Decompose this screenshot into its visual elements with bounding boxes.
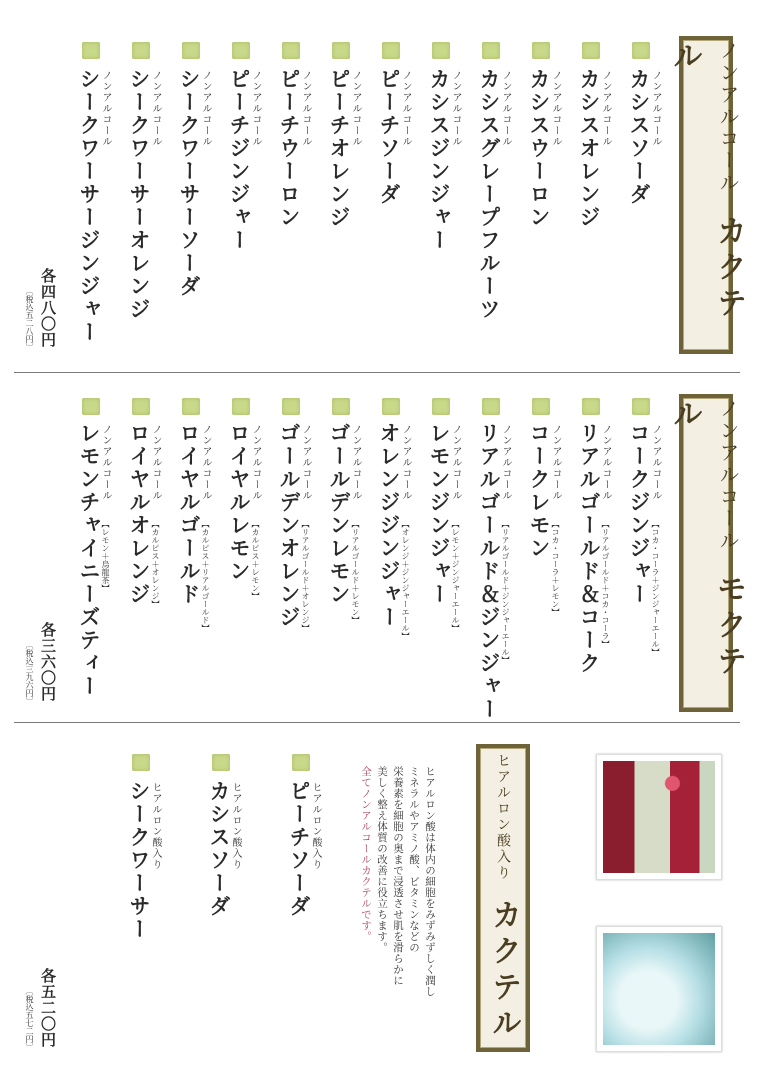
- item-ingredients: 【リアルゴールド＋オレンジ】: [301, 520, 310, 632]
- item-marker: [182, 42, 200, 59]
- item-marker: [632, 42, 650, 59]
- item-marker: [82, 42, 100, 59]
- item-sub-label: ノンアルコール: [150, 70, 161, 147]
- item-sub-label: ノンアルコール: [600, 424, 611, 501]
- item-sub-label: ノンアルコール: [100, 70, 111, 147]
- item-marker: [332, 42, 350, 59]
- item-name: ゴールデンレモン: [327, 422, 352, 606]
- item-marker: [132, 398, 150, 415]
- item-ingredients: 【コカ・コーラ＋ジンジャーエール】: [651, 520, 660, 656]
- item-marker: [382, 42, 400, 59]
- hyaluron-title-large: カクテル: [486, 898, 521, 1043]
- item-marker: [232, 42, 250, 59]
- mokuteru-title-small: ノンアルコール: [716, 398, 740, 552]
- hyaluron-note: [358, 766, 438, 1006]
- item-marker: [382, 398, 400, 415]
- kakuteru-price: 各四八〇円: [39, 268, 57, 348]
- item-ingredients: 【コカ・コーラ＋レモン】: [551, 520, 560, 616]
- item-name: ピーチソーダ: [377, 68, 402, 206]
- item-marker: [482, 398, 500, 415]
- item-sub-label: ヒアルロン酸入り: [230, 782, 241, 870]
- item-marker: [82, 398, 100, 415]
- item-marker: [532, 398, 550, 415]
- item-ingredients: 【カルピス＋リアルゴールド】: [201, 520, 210, 632]
- item-sub-label: ノンアルコール: [400, 424, 411, 501]
- item-name: リアルゴールド＆コーク: [577, 422, 602, 675]
- item-ingredients: 【レモン＋ジンジャーエール】: [451, 520, 460, 632]
- item-sub-label: ノンアルコール: [650, 70, 661, 147]
- item-name: ロイヤルレモン: [227, 422, 252, 583]
- item-name: コークレモン: [527, 422, 552, 560]
- cocktail-photo-clear: [596, 926, 722, 1052]
- kakuteru-title: [662, 40, 750, 350]
- item-name: オレンジジンジャー: [377, 422, 402, 629]
- item-marker: [132, 42, 150, 59]
- item-sub-label: ノンアルコール: [600, 70, 611, 147]
- note-line-1: ヒアルロン酸は体内の細胞をみずみずしく潤し: [424, 766, 436, 997]
- item-marker: [482, 42, 500, 59]
- item-name: ロイヤルオレンジ: [127, 422, 152, 606]
- note-line-4: 美しく整え体質の改善に役立ちます。: [376, 766, 388, 953]
- item-name: カシスジンジャー: [427, 68, 452, 252]
- item-name: カシスソーダ: [627, 68, 652, 206]
- item-sub-label: ヒアルロン酸入り: [310, 782, 321, 870]
- hyaluron-title-small: ヒアルロン酸入り: [495, 753, 511, 882]
- item-ingredients: 【カルピス＋オレンジ】: [151, 520, 160, 608]
- item-marker: [182, 398, 200, 415]
- note-line-3: 栄養素を細胞の奥まで浸透させ肌を滑らかに: [392, 766, 404, 986]
- item-name: レモンチャイニーズティー: [77, 422, 102, 698]
- kakuteru-title-large: カクテル: [667, 40, 746, 324]
- item-name: カシスオレンジ: [577, 68, 602, 229]
- item-sub-label: ヒアルロン酸入り: [150, 782, 161, 870]
- item-name: シークワーサーオレンジ: [127, 68, 152, 321]
- item-ingredients: 【レモン＋烏龍茶】: [101, 520, 110, 592]
- item-marker: [282, 42, 300, 59]
- item-marker: [232, 398, 250, 415]
- kakuteru-title-box: [667, 36, 746, 354]
- note-highlight: 全てノンアルコールカクテルです。: [360, 766, 372, 942]
- item-sub-label: ノンアルコール: [650, 424, 661, 501]
- item-sub-label: ノンアルコール: [550, 70, 561, 147]
- item-ingredients: 【リアルゴールド＋ジンジャーエール】: [501, 520, 510, 664]
- item-sub-label: ノンアルコール: [300, 424, 311, 501]
- item-marker: [432, 42, 450, 59]
- hyaluron-tax: 〔税込五七二円〕: [25, 987, 34, 1051]
- kakuteru-title-small: ノンアルコール: [716, 40, 740, 194]
- item-sub-label: ノンアルコール: [500, 424, 511, 501]
- item-sub-label: ノンアルコール: [550, 424, 561, 501]
- item-sub-label: ノンアルコール: [250, 424, 261, 501]
- item-ingredients: 【リアルゴールド＋レモン】: [351, 520, 360, 624]
- item-sub-label: ノンアルコール: [250, 70, 261, 147]
- item-name: レモンジンジャー: [427, 422, 452, 606]
- item-sub-label: ノンアルコール: [450, 424, 461, 501]
- item-name: ピーチオレンジ: [327, 68, 352, 229]
- item-name: ピーチジンジャー: [227, 68, 252, 252]
- item-sub-label: ノンアルコール: [300, 70, 311, 147]
- item-name: カシスグレープフルーツ: [477, 68, 502, 321]
- item-name: コークジンジャー: [627, 422, 652, 606]
- item-marker: [582, 398, 600, 415]
- item-sub-label: ノンアルコール: [400, 70, 411, 147]
- item-name: ピーチウーロン: [277, 68, 302, 229]
- item-marker: [532, 42, 550, 59]
- hyaluron-price: 各五二〇円: [39, 968, 57, 1048]
- item-name: ロイヤルゴールド: [177, 422, 202, 606]
- item-sub-label: ノンアルコール: [200, 424, 211, 501]
- cocktail-photo-red: [596, 754, 722, 880]
- mokuteru-title-box: [667, 394, 746, 712]
- item-name: カシスウーロン: [527, 68, 552, 229]
- item-marker: [432, 398, 450, 415]
- hyaluron-title: [481, 753, 525, 1042]
- item-sub-label: ノンアルコール: [100, 424, 111, 501]
- item-ingredients: 【オレンジ＋ジンジャーエール】: [401, 520, 410, 640]
- item-sub-label: ノンアルコール: [500, 70, 511, 147]
- mokuteru-price: 各三六〇円: [39, 622, 57, 702]
- item-sub-label: ノンアルコール: [150, 424, 161, 501]
- item-sub-label: ノンアルコール: [350, 70, 361, 147]
- mokuteru-title: [662, 398, 750, 708]
- item-marker: [282, 398, 300, 415]
- item-marker: [632, 398, 650, 415]
- item-name: リアルゴールド＆ジンジャー: [477, 422, 502, 721]
- item-marker: [292, 754, 310, 771]
- item-marker: [212, 754, 230, 771]
- item-marker: [332, 398, 350, 415]
- item-name: ゴールデンオレンジ: [277, 422, 302, 629]
- divider-2: [14, 722, 740, 723]
- kakuteru-tax: 〔税込五二八円〕: [25, 287, 34, 351]
- item-sub-label: ノンアルコール: [350, 424, 361, 501]
- mokuteru-tax: 〔税込三九六円〕: [25, 641, 34, 705]
- item-name: シークワーサージンジャー: [77, 68, 102, 344]
- item-name: シークワーサー: [127, 780, 152, 941]
- item-ingredients: 【カルピス＋レモン】: [251, 520, 260, 600]
- mokuteru-title-large: モクテル: [667, 398, 746, 682]
- item-sub-label: ノンアルコール: [450, 70, 461, 147]
- item-name: シークワーサーソーダ: [177, 68, 202, 298]
- item-name: ピーチソーダ: [287, 780, 312, 918]
- note-line-2: ミネラルやアミノ酸、ビタミンなどの: [408, 766, 420, 953]
- item-marker: [582, 42, 600, 59]
- item-name: カシスソーダ: [207, 780, 232, 918]
- divider-1: [14, 372, 740, 373]
- hyaluron-title-box: [476, 744, 530, 1052]
- item-marker: [132, 754, 150, 771]
- item-sub-label: ノンアルコール: [200, 70, 211, 147]
- item-ingredients: 【リアルゴールド＋コカ・コーラ】: [601, 520, 610, 648]
